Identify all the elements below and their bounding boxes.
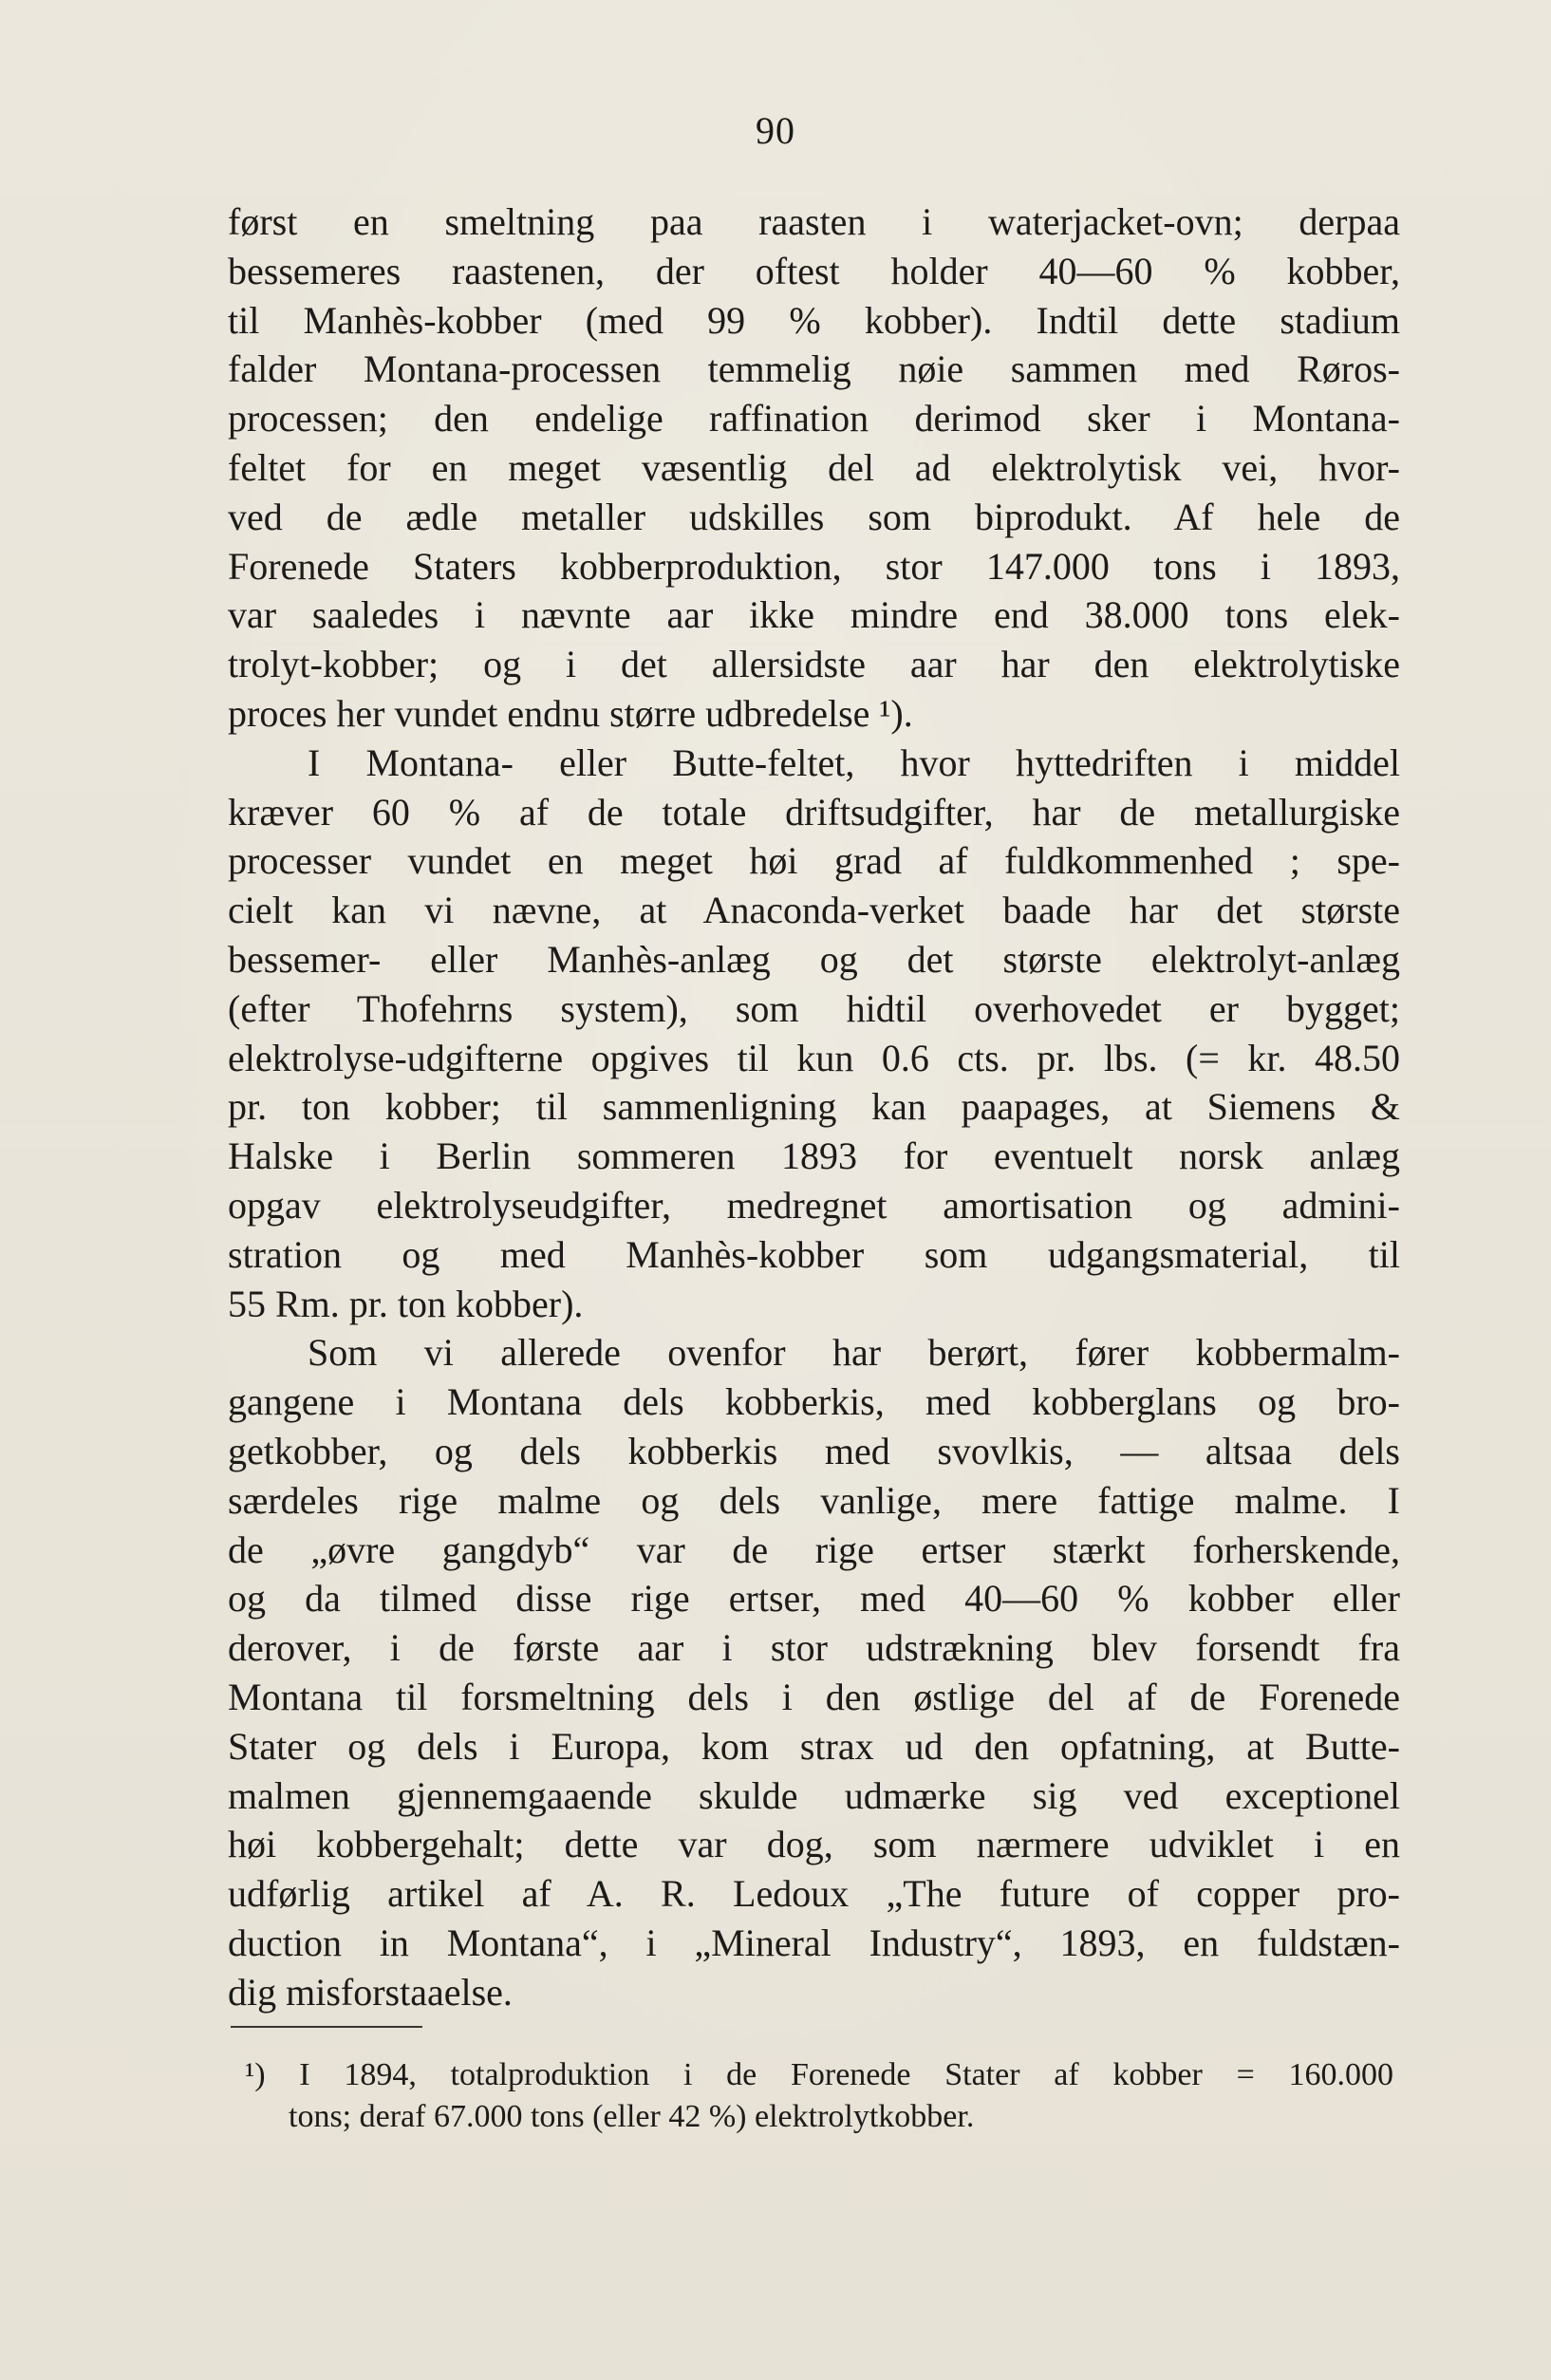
body-line: bessemer- eller Manhès-anlæg og det største elektrolyt-anlæg xyxy=(228,937,1400,981)
footnote-divider xyxy=(231,2026,422,2028)
body-line: duction in Montana“, i „Mineral Industry“, 1893, en fuldstæn- xyxy=(228,1921,1400,1964)
body-line: Stater og dels i Europa, kom strax ud den opfatning, at Butte- xyxy=(228,1724,1400,1768)
footnote-line: tons; deraf 67.000 tons (eller 42 %) elektrolytkobber. xyxy=(289,2099,975,2134)
body-line: proces her vundet endnu større udbredelse ¹). xyxy=(228,691,913,735)
body-line: udførlig artikel af A. R. Ledoux „The future of copper pro- xyxy=(228,1872,1400,1916)
footnote-line: ¹) I 1894, totalproduktion i de Forenede Stater af kobber = 160.000 xyxy=(245,2057,1393,2092)
body-line: stration og med Manhès-kobber som udgangsmaterial, til xyxy=(228,1232,1400,1276)
body-line: trolyt-kobber; og i det allersidste aar har den elektrolytiske xyxy=(228,643,1400,686)
body-line: gangene i Montana dels kobberkis, med kobberglans og bro- xyxy=(228,1380,1400,1424)
body-line: I Montana- eller Butte-feltet, hvor hyttedriften i middel xyxy=(308,740,1400,784)
page-number: 90 xyxy=(756,109,795,152)
body-line: de „øvre gangdyb“ var de rige ertser stærkt forherskende, xyxy=(228,1527,1400,1571)
body-line: getkobber, og dels kobberkis med svovlkis, — altsaa dels xyxy=(228,1429,1400,1472)
body-line: til Manhès-kobber (med 99 % kobber). Indtil dette stadium xyxy=(228,298,1400,342)
body-line: derover, i de første aar i stor udstrækning blev forsendt fra xyxy=(228,1626,1400,1670)
body-line: malmen gjennemgaaende skulde udmærke sig ved exceptionel xyxy=(228,1773,1400,1817)
body-line: opgav elektrolyseudgifter, medregnet amortisation og admini- xyxy=(228,1183,1400,1227)
body-line: bessemeres raastenen, der oftest holder 40—60 % kobber, xyxy=(228,249,1400,292)
footnote xyxy=(245,2054,1393,2138)
body-line: pr. ton kobber; til sammenligning kan paapages, at Siemens & xyxy=(228,1085,1400,1129)
body-line: kræver 60 % af de totale driftsudgifter, har de metallurgiske xyxy=(228,790,1400,834)
body-line: høi kobbergehalt; dette var dog, som nærmere udviklet i en xyxy=(228,1823,1400,1866)
body-line: ved de ædle metaller udskilles som biprodukt. Af hele de xyxy=(228,495,1400,538)
body-line: og da tilmed disse rige ertser, med 40—60 % kobber eller xyxy=(228,1577,1400,1621)
body-line: Montana til forsmeltning dels i den østlige del af de Forenede xyxy=(228,1675,1400,1718)
body-line: feltet for en meget væsentlig del ad elektrolytisk vei, hvor- xyxy=(228,445,1400,489)
body-line: særdeles rige malme og dels vanlige, mere fattige malme. I xyxy=(228,1478,1400,1522)
body-line: Halske i Berlin sommeren 1893 for eventuelt norsk anlæg xyxy=(228,1134,1400,1178)
body-line: (efter Thofehrns system), som hidtil overhovedet er bygget; xyxy=(228,986,1400,1030)
body-text xyxy=(228,197,1400,2016)
body-line: dig misforstaaelse. xyxy=(228,1970,513,2014)
body-line: falder Montana-processen temmelig nøie sammen med Røros- xyxy=(228,347,1400,391)
body-line: Forenede Staters kobberproduktion, stor 147.000 tons i 1893, xyxy=(228,544,1400,588)
body-line: Som vi allerede ovenfor har berørt, fører kobbermalm- xyxy=(308,1331,1400,1375)
body-line: var saaledes i nævnte aar ikke mindre end 38.000 tons elek- xyxy=(228,593,1400,637)
body-line: elektrolyse-udgifterne opgives til kun 0.6 cts. pr. lbs. (= kr. 48.50 xyxy=(228,1036,1400,1079)
body-line: cielt kan vi nævne, at Anaconda-verket baade har det største xyxy=(228,889,1400,932)
body-line: processer vundet en meget høi grad af fuldkommenhed ; spe- xyxy=(228,839,1400,883)
body-line: processen; den endelige raffination derimod sker i Montana- xyxy=(228,397,1400,440)
body-line: først en smeltning paa raasten i waterjacket-ovn; derpaa xyxy=(228,200,1400,243)
body-line: 55 Rm. pr. ton kobber). xyxy=(228,1282,584,1325)
